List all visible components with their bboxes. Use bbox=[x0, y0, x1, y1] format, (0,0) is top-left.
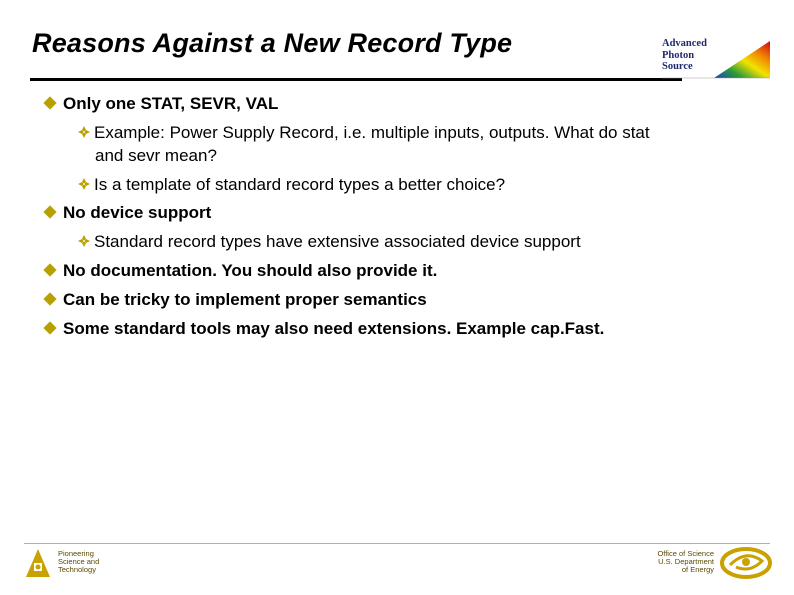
footer-rule bbox=[24, 543, 770, 544]
list-item: Example: Power Supply Record, i.e. multiple inputs, outputs. What do stat bbox=[78, 123, 650, 143]
diamond-bullet-icon bbox=[43, 321, 56, 334]
list-item: Is a template of standard record types a better choice? bbox=[78, 175, 505, 195]
slide-title: Reasons Against a New Record Type bbox=[32, 28, 513, 58]
list-item: Some standard tools may also need extensions. Example cap.Fast. bbox=[44, 319, 604, 339]
list-item: No documentation. You should also provide it. bbox=[44, 261, 437, 281]
cross-diamond-bullet-icon bbox=[78, 234, 90, 248]
footer-right-text: Office of Science U.S. Department of Energy bbox=[657, 549, 714, 574]
argonne-logo-icon bbox=[25, 548, 51, 578]
list-item: Can be tricky to implement proper semantics bbox=[44, 290, 427, 310]
diamond-bullet-icon bbox=[43, 205, 56, 218]
list-item: Only one STAT, SEVR, VAL bbox=[44, 94, 278, 114]
cross-diamond-bullet-icon bbox=[78, 125, 90, 139]
list-item: and sevr mean? bbox=[95, 146, 217, 165]
cross-diamond-bullet-icon bbox=[78, 177, 90, 191]
logo-text: Advanced Photon Source bbox=[662, 38, 707, 72]
doe-seal-icon bbox=[720, 547, 772, 579]
footer-left-text: Pioneering Science and Technology bbox=[58, 549, 100, 574]
list-item: Standard record types have extensive associated device support bbox=[78, 232, 581, 252]
aps-logo bbox=[662, 38, 772, 84]
diamond-bullet-icon bbox=[43, 96, 56, 109]
diamond-bullet-icon bbox=[43, 263, 56, 276]
title-underline bbox=[30, 78, 682, 81]
list-item: No device support bbox=[44, 203, 211, 223]
diamond-bullet-icon bbox=[43, 292, 56, 305]
